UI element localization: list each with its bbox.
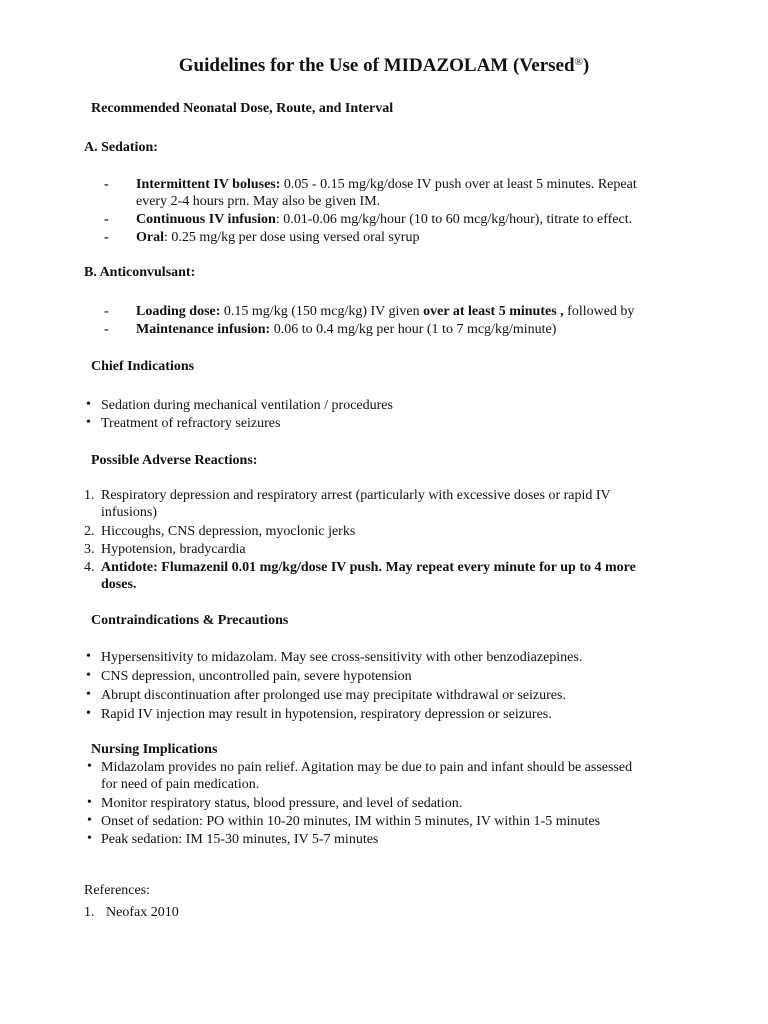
item-number: 3. (84, 542, 95, 557)
item-text: Onset of sedation: PO within 10-20 minutes, IM within 5 minutes, IV within 1-5 minutes (101, 814, 601, 829)
title-text: Guidelines for the Use of MIDAZOLAM (Versed (178, 55, 575, 76)
page-title (0, 54, 768, 78)
item-text: 0.05 - 0.15 mg/kg/dose IV push over at least 5 minutes. Repeat (280, 177, 637, 192)
item-text: Monitor respiratory status, blood pressure, and level of sedation. (101, 796, 463, 811)
indications-heading: Chief Indications (91, 359, 195, 374)
anticonvulsant-heading: B. Anticonvulsant: (84, 265, 196, 280)
item-text-cont: every 2-4 hours prn. May also be given IM. (136, 194, 381, 209)
item-bold-label: Loading dose: (136, 304, 221, 319)
item-text: Peak sedation: IM 15-30 minutes, IV 5-7 minutes (101, 832, 379, 847)
item-text: Hypersensitivity to midazolam. May see cross-sensitivity with other benzodiazepines. (101, 650, 583, 665)
bullet-marker: • (87, 795, 92, 810)
adverse-heading: Possible Adverse Reactions: (91, 453, 258, 468)
item-text: Midazolam provides no pain relief. Agitation may be due to pain and infant should be assessed (101, 760, 633, 775)
sedation-heading: A. Sedation: (84, 140, 158, 155)
item-text: CNS depression, uncontrolled pain, severe hypotension (101, 669, 412, 684)
item-text: 0.06 to 0.4 mg/kg per hour (1 to 7 mcg/kg/minute) (270, 322, 557, 337)
bullet-marker: • (86, 397, 91, 412)
dash-marker: - (104, 230, 109, 245)
bullet-marker: • (86, 687, 91, 702)
item-text: : 0.01-0.06 mg/kg/hour (10 to 60 mcg/kg/hour), titrate to effect. (275, 212, 633, 227)
item-bold-label: Intermittent IV boluses: (136, 177, 281, 192)
item-text: Neofax 2010 (106, 905, 179, 920)
bullet-marker: • (87, 813, 92, 828)
item-text: : 0.25 mg/kg per dose using versed oral syrup (164, 230, 420, 245)
item-text: Abrupt discontinuation after prolonged use may precipitate withdrawal or seizures. (101, 688, 566, 703)
dash-marker: - (104, 322, 109, 337)
bullet-marker: • (86, 415, 91, 430)
item-bold-label: Continuous IV infusion (136, 212, 276, 227)
item-bold-label: Maintenance infusion: (136, 322, 271, 337)
bullet-marker: • (86, 649, 91, 664)
item-text-cont: infusions) (101, 505, 157, 520)
contraindications-heading: Contraindications & Precautions (91, 613, 289, 628)
dash-marker: - (104, 177, 109, 192)
reference-item (84, 904, 179, 921)
item-text: Antidote: Flumazenil 0.01 mg/kg/dose IV push. May repeat every minute for up to 4 more (101, 560, 636, 575)
item-number: 1. (84, 488, 95, 503)
references-heading: References: (84, 883, 151, 898)
item-text: Treatment of refractory seizures (101, 416, 281, 431)
item-text-cont: doses. (101, 577, 137, 592)
item-bold-emphasis: over at least 5 minutes , (423, 304, 564, 319)
bullet-marker: • (86, 706, 91, 721)
item-text-cont: for need of pain medication. (101, 777, 260, 792)
dash-marker: - (104, 212, 109, 227)
bullet-marker: • (87, 831, 92, 846)
dash-marker: - (104, 304, 109, 319)
item-number: 4. (84, 560, 95, 575)
item-text: 0.15 mg/kg (150 mcg/kg) IV given (220, 304, 424, 319)
item-bold-label: Oral (136, 230, 164, 245)
item-text: Hypotension, bradycardia (101, 542, 246, 557)
registered-mark: ® (574, 56, 583, 68)
bullet-marker: • (87, 759, 92, 774)
dose-heading: Recommended Neonatal Dose, Route, and Interval (91, 101, 394, 116)
nursing-heading: Nursing Implications (91, 742, 218, 757)
item-number: 1. (84, 905, 95, 920)
item-text-tail: followed by (563, 304, 635, 319)
item-number: 2. (84, 524, 95, 539)
item-text: Respiratory depression and respiratory arrest (particularly with excessive doses or rapid IV (101, 488, 611, 503)
title-close: ) (582, 55, 590, 76)
item-text: Rapid IV injection may result in hypotension, respiratory depression or seizures. (101, 707, 552, 722)
item-text: Hiccoughs, CNS depression, myoclonic jerks (101, 524, 356, 539)
bullet-marker: • (86, 668, 91, 683)
item-text: Sedation during mechanical ventilation / procedures (101, 398, 393, 413)
